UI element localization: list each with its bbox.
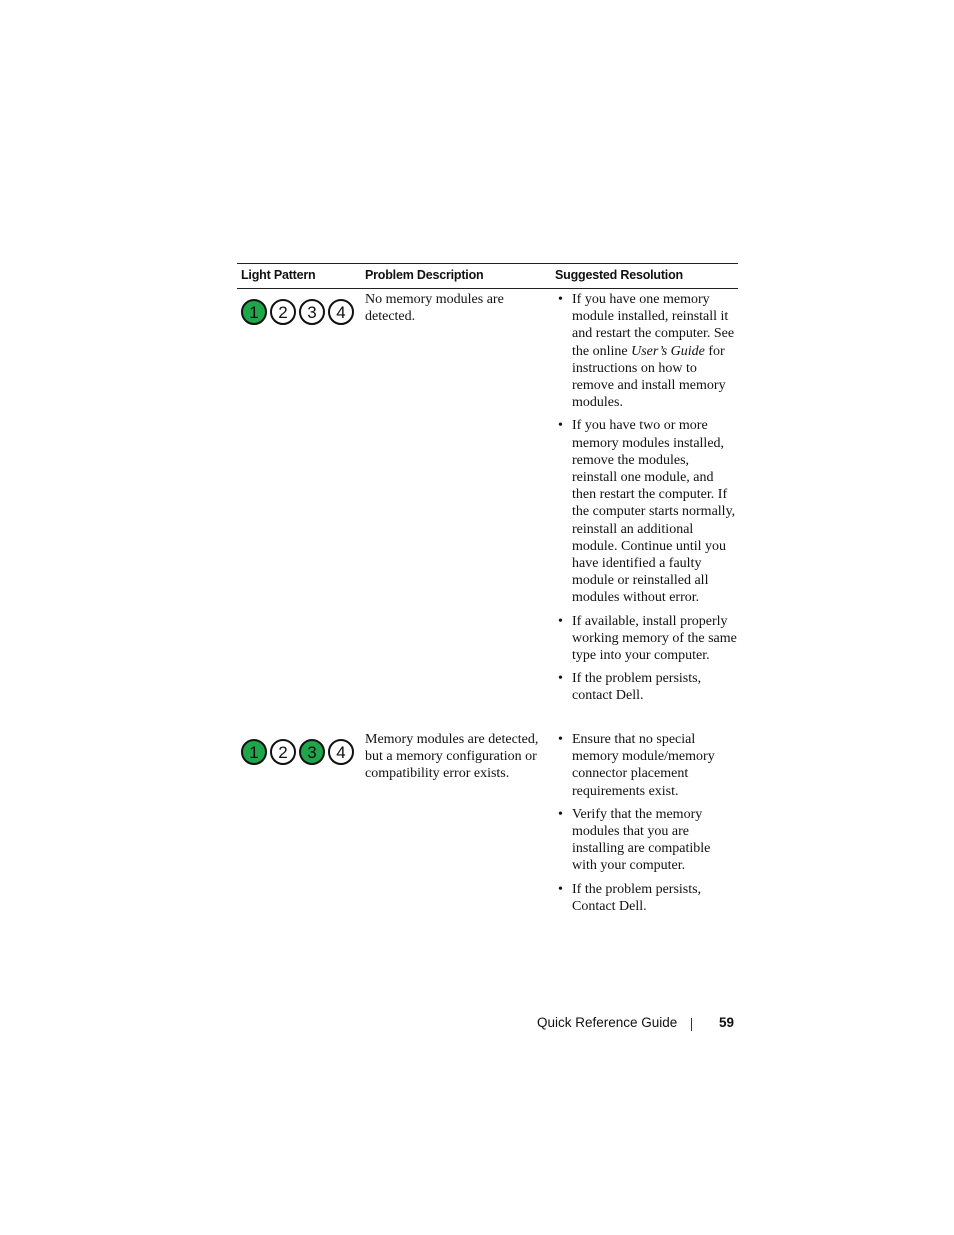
header-problem-description: Problem Description — [365, 268, 484, 282]
table-row — [237, 729, 738, 919]
suggested-resolution-list — [555, 731, 737, 921]
header-light-pattern: Light Pattern — [241, 268, 316, 282]
diagnostic-light-1-on: 1 — [241, 299, 267, 325]
diagnostic-light-3-off: 3 — [299, 299, 325, 325]
resolution-item: • If available, install properly working memory of the same type into your computer. — [555, 613, 737, 665]
suggested-resolution-list — [555, 291, 737, 711]
footer-title: Quick Reference Guide — [537, 1015, 678, 1030]
table-row — [237, 289, 738, 729]
header-suggested-resolution: Suggested Resolution — [555, 268, 683, 282]
problem-description: Memory modules are detected, but a memory configuration or compatibility error exists. — [365, 732, 539, 782]
diagnostic-light-1-on: 1 — [241, 739, 267, 765]
diagnostic-light-4-off: 4 — [328, 739, 354, 765]
light-pattern — [241, 739, 357, 765]
problem-description: No memory modules are detected. — [365, 292, 504, 325]
diagnostic-light-3-on: 3 — [299, 739, 325, 765]
diagnostic-lights-table — [237, 263, 738, 919]
page-number: 59 — [718, 1015, 734, 1030]
resolution-text: If you have one memory module installed, reinstall it and restart the computer. See the online — [572, 292, 735, 359]
resolution-item: • If you have two or more memory modules installed, remove the modules, reinstall one module, and then restart the computer. If the computer starts normally, reinstall an additional module. Continue until you have identified a faulty module or reinstalled all modules without error. — [555, 417, 737, 606]
footer-divider — [691, 1018, 692, 1031]
resolution-item — [555, 291, 737, 411]
light-pattern — [241, 299, 357, 325]
diagnostic-light-4-off: 4 — [328, 299, 354, 325]
resolution-item: • If the problem persists, contact Dell. — [555, 670, 737, 704]
resolution-item: • Ensure that no special memory module/memory connector placement requirements exist. — [555, 731, 737, 800]
diagnostic-light-2-off: 2 — [270, 299, 296, 325]
diagnostic-light-2-off: 2 — [270, 739, 296, 765]
resolution-item: • Verify that the memory modules that you are installing are compatible with your computer. — [555, 806, 737, 875]
resolution-item: • If the problem persists, Contact Dell. — [555, 881, 737, 915]
page-footer — [537, 1015, 737, 1035]
users-guide-reference: User’s Guide — [631, 343, 705, 359]
table-header-row — [237, 264, 738, 288]
resolution-text: for instructions on how to remove and install memory modules. — [572, 343, 726, 411]
